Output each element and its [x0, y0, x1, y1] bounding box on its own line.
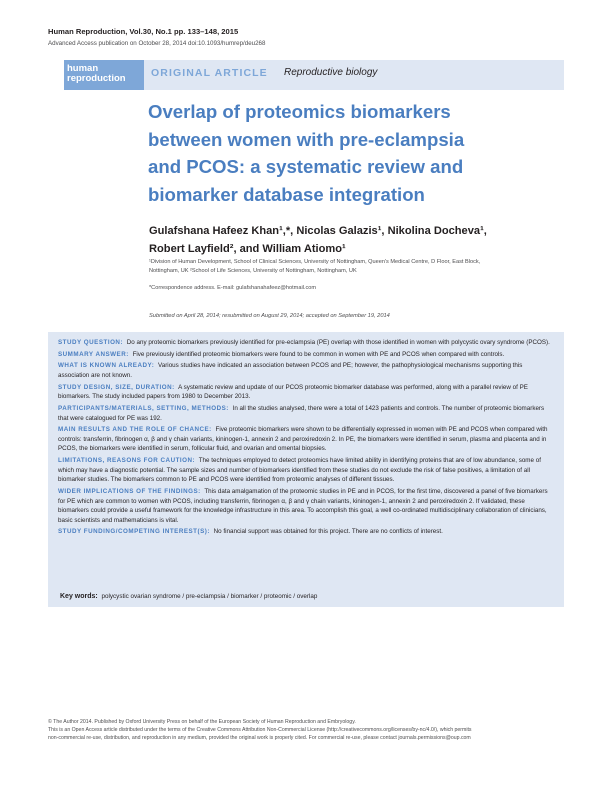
journal-citation: Human Reproduction, Vol.30, No.1 pp. 133–148, 2015	[48, 27, 239, 36]
logo-word-human: human	[67, 63, 99, 74]
section-text: A systematic review and update of our PCOS proteomic biomarker database was performed, along with a parallel review of PE biomarkers. The study included papers from 1980 to December 2013.	[58, 383, 528, 401]
section-label: SUMMARY ANSWER:	[58, 350, 129, 358]
author-list	[149, 222, 569, 258]
abstract-body	[58, 338, 554, 539]
section-label: MAIN RESULTS AND THE ROLE OF CHANCE:	[58, 426, 212, 434]
section-label: WHAT IS KNOWN ALREADY:	[58, 362, 155, 370]
abstract-section-known-already	[58, 361, 554, 380]
title-line: Overlap of proteomics biomarkers	[148, 101, 451, 122]
title-line: and PCOS: a systematic review and	[148, 156, 464, 177]
section-text: No financial support was obtained for this project. There are no conflicts of interest.	[213, 528, 443, 536]
section-text: In all the studies analysed, there were a total of 1423 patients and controls. The number of proteomic biomarkers that were catalogued for PE was 192.	[58, 404, 545, 422]
abstract-section-study-design	[58, 383, 554, 402]
keywords-text: polycystic ovarian syndrome / pre-eclampsia / biomarker / proteomic / overlap	[101, 593, 318, 600]
section-text: Five previously identified proteomic biomarkers were found to be common in women with PE and PCOS when compared with controls.	[132, 350, 505, 358]
affiliation-line: ¹Division of Human Development, School of Clinical Sciences, University of Nottingham, Queen's Medical Centre, D Floor, East Block,	[149, 259, 481, 265]
title-line: biomarker database integration	[148, 183, 425, 205]
abstract-section-limitations	[58, 456, 554, 485]
section-label: Reproductive biology	[284, 67, 378, 78]
affiliations	[149, 258, 569, 275]
article-title	[148, 98, 568, 208]
section-text: Do any proteomic biomarkers previously identified for pre-eclampsia (PE) overlap with those identified in women with polycystic ovary syndrome (PCOS).	[126, 339, 550, 346]
abstract-section-wider-implications	[58, 487, 554, 525]
section-text: Various studies have indicated an association between PCOS and PE; however, the pathophysiological mechanisms supporting this association are not known.	[58, 362, 523, 379]
footer-line: This is an Open Access article distributed under the terms of the Creative Commons Attribution Non-Commercial License (http://creativecommons.org/licenses/by-nc/4.0/), which permits	[48, 727, 472, 733]
abstract-section-study-question	[58, 338, 554, 348]
section-label: LIMITATIONS, REASONS FOR CAUTION:	[58, 457, 196, 465]
keywords-label: Key words:	[60, 593, 98, 600]
abstract-section-funding	[58, 527, 554, 537]
title-line: between women with pre-eclampsia	[148, 128, 465, 150]
section-label: STUDY FUNDING/COMPETING INTEREST(S):	[58, 528, 210, 536]
footer-line: non-commercial re-use, distribution, and reproduction in any medium, provided the original work is properly cited. For commercial re-use, please contact journals.permissions@oup.com	[48, 735, 471, 741]
affiliation-line: Nottingham, UK ²School of Life Sciences, University of Nottingham, Nottingham, UK	[149, 267, 357, 274]
authors-line: Gulafshana Hafeez Khan¹,*, Nicolas Galazis¹, Nikolina Docheva¹,	[149, 225, 487, 237]
article-type-label: ORIGINAL ARTICLE	[151, 67, 268, 79]
submission-dates: Submitted on April 28, 2014; resubmitted on August 29, 2014; accepted on September 19, 2014	[149, 313, 390, 319]
abstract-section-main-results	[58, 425, 554, 454]
doi-line: Advanced Access publication on October 28, 2014 doi:10.1093/humrep/deu268	[48, 40, 266, 47]
correspondence-address: *Correspondence address. E-mail: gulafshanahafeez@hotmail.com	[149, 285, 317, 291]
section-text: The techniques employed to detect proteomics have limited ability in identifying proteins that are of low abundance, some of which may have a diagnostic potential. The sample sizes and number of biomarkers identified from these studies do not exclude the risk of false positives, a limitation of all biomarker studies. The biomarkers common to PE and PCOS were identified from proteomic analyses of different tissues.	[58, 457, 541, 484]
abstract-section-participants	[58, 404, 554, 423]
authors-line: Robert Layfield², and William Atiomo¹	[149, 243, 346, 255]
section-text: Five proteomic biomarkers were shown to be differentially expressed in women with PE and PCOS when compared with controls: transferrin, fibrinogen α, β and γ chain variants, kininogen-1, annexin 2 and peroxiredoxin 2. In PE, the biomarkers were identified in serum, plasma and placenta and in PCOS, the biomarkers were identified in serum, follicular fluid, and ovarian and omental biopsies.	[58, 426, 548, 453]
section-label: STUDY QUESTION:	[58, 339, 124, 346]
section-label: PARTICIPANTS/MATERIALS, SETTING, METHODS:	[58, 404, 229, 412]
abstract-box	[48, 332, 564, 607]
section-text: This data amalgamation of the proteomic studies in PE and in PCOS, for the first time, discovered a panel of five biomarkers for PE which are common to women with PCOS, including transferrin, fibrinogen α, β and γ chain variants, kininogen-1, annexin 2 and peroxiredoxin 2. If validated, these biomarkers could provide a useful framework for the knowledge infrastructure in this area. To accomplish this goal, a well co-ordinated multidisciplinary collaboration of clinicians, basic scientists and mathematicians is vital.	[58, 487, 548, 524]
keywords	[60, 593, 317, 600]
logo-word-reproduction: reproduction	[67, 73, 126, 84]
footer-line: © The Author 2014. Published by Oxford University Press on behalf of the European Society of Human Reproduction and Embryology.	[48, 719, 356, 725]
section-label: WIDER IMPLICATIONS OF THE FINDINGS:	[58, 487, 201, 495]
abstract-section-summary-answer	[58, 350, 554, 360]
article-type-band	[144, 60, 564, 90]
section-label: STUDY DESIGN, SIZE, DURATION:	[58, 383, 175, 391]
journal-logo	[64, 60, 144, 90]
copyright-footer	[48, 718, 568, 742]
